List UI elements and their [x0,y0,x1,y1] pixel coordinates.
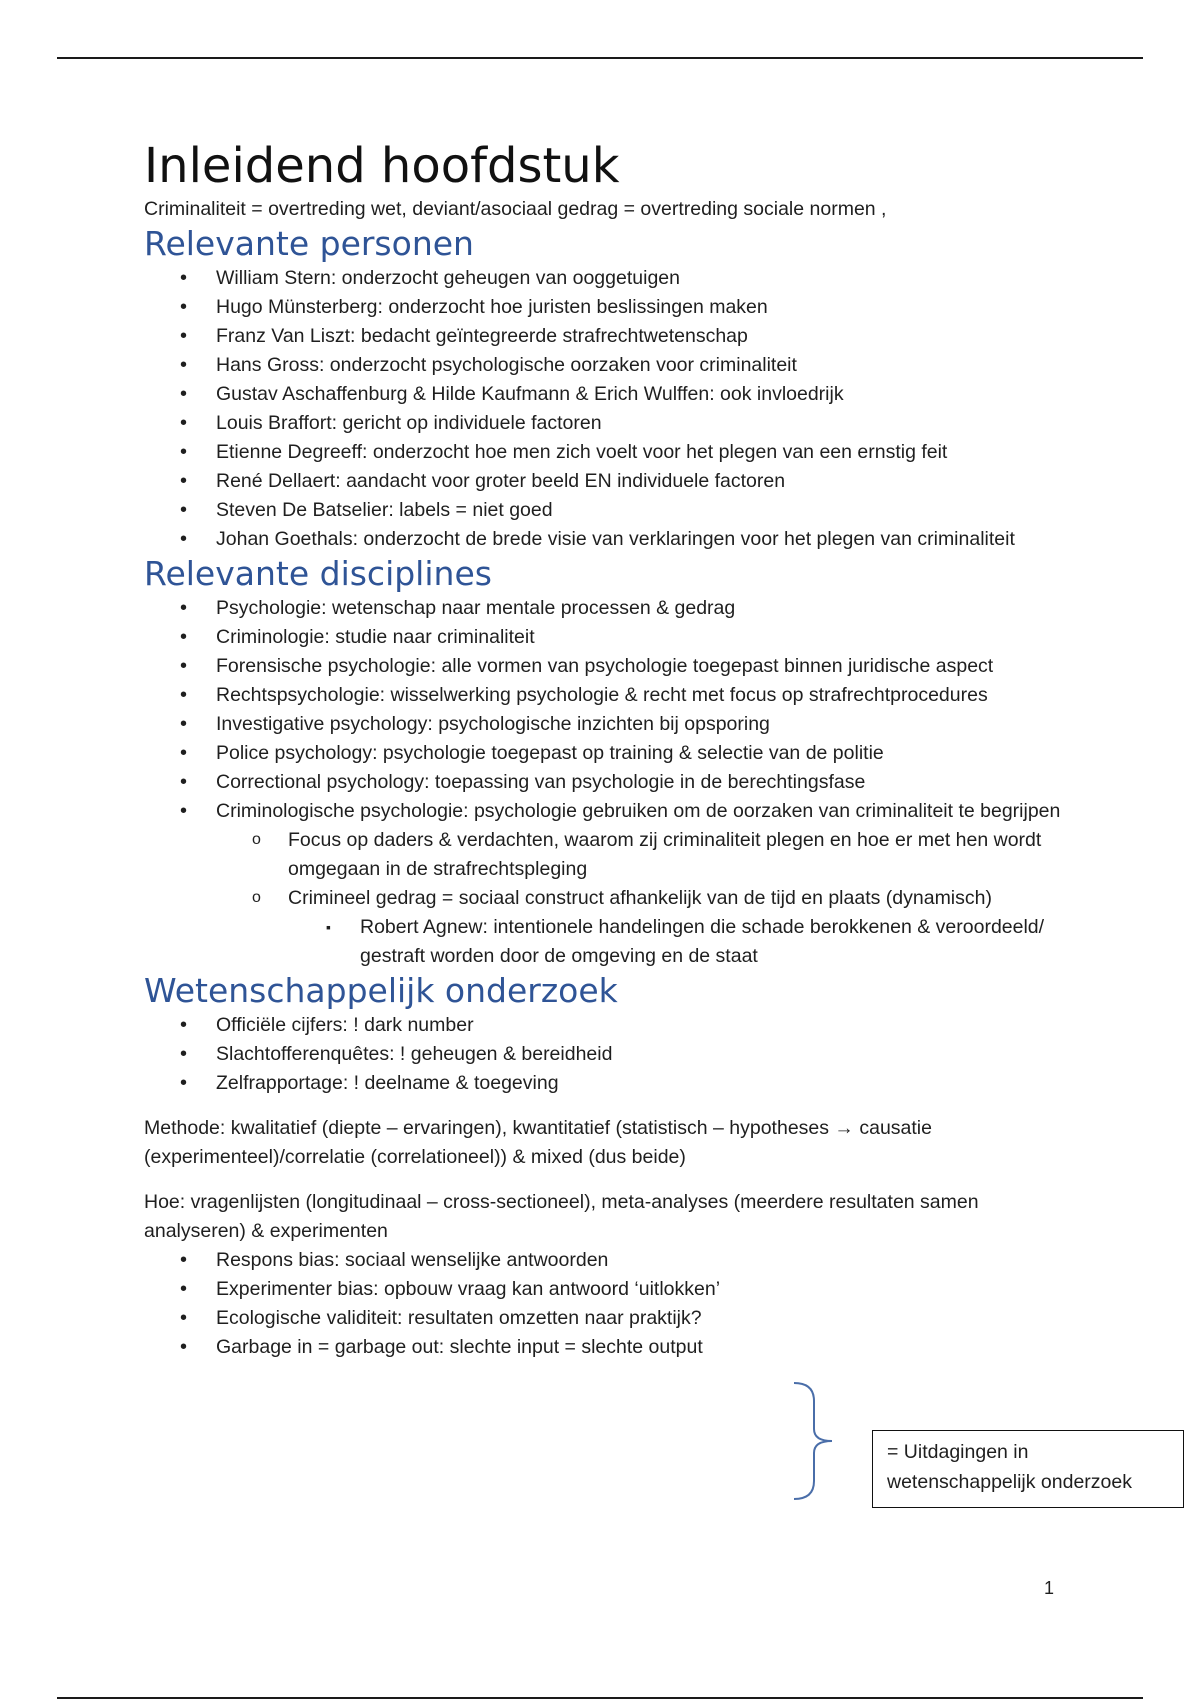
list-item: • Correctional psychology: toepassing van psychologie in de berechtingsfase [144,768,1064,797]
list-item: • Slachtofferenquêtes: ! geheugen & bereidheid [144,1040,1064,1069]
section-heading-onderzoek: Wetenschappelijk onderzoek [144,970,618,1010]
list-item: • René Dellaert: aandacht voor groter beeld EN individuele factoren [144,467,1064,496]
document-body [144,140,1064,1362]
list-item: • Hugo Münsterberg: onderzocht hoe juristen beslissingen maken [144,293,1064,322]
list-item: • Etienne Degreeff: onderzocht hoe men zich voelt voor het plegen van een ernstig feit [144,438,1064,467]
challenges-note-box: = Uitdagingen in wetenschappelijk onderzoek [872,1430,1184,1508]
list-item: • Criminologie: studie naar criminaliteit [144,623,1064,652]
sub-list-item [216,884,1064,971]
list-item: • Steven De Batselier: labels = niet goed [144,496,1064,525]
list-item: • Psychologie: wetenschap naar mentale processen & gedrag [144,594,1064,623]
sub-sub-list-item: ▪ Robert Agnew: intentionele handelingen die schade berokkenen & veroordeeld/ gestraft worden door de omgeving en de staat [288,913,1064,971]
section-heading-personen: Relevante personen [144,223,474,263]
disciplines-list [144,594,1064,971]
list-item: • Police psychology: psychologie toegepast op training & selectie van de politie [144,739,1064,768]
list-item: • Rechtspsychologie: wisselwerking psychologie & recht met focus op strafrechtprocedures [144,681,1064,710]
list-item: • Officiële cijfers: ! dark number [144,1011,1064,1040]
list-item: • Experimenter bias: opbouw vraag kan antwoord ‘uitlokken’ [144,1275,1064,1304]
challenges-list [144,1246,1064,1362]
footer-rule [57,1697,1143,1699]
intro-text: Criminaliteit = overtreding wet, deviant/asociaal gedrag = overtreding sociale normen , [144,197,887,220]
list-item: • Ecologische validiteit: resultaten omzetten naar praktijk? [144,1304,1064,1333]
sub-list-item: o Focus op daders & verdachten, waarom zij criminaliteit plegen en hoe er met hen wordt omgegaan in de strafrechtspleging [216,826,1064,884]
list-item: • Johan Goethals: onderzocht de brede visie van verklaringen voor het plegen van criminaliteit [144,525,1064,554]
list-item: • Hans Gross: onderzocht psychologische oorzaken voor criminaliteit [144,351,1064,380]
list-item: • Garbage in = garbage out: slechte input = slechte output [144,1333,1064,1362]
list-item [144,797,1064,971]
list-item: • William Stern: onderzocht geheugen van ooggetuigen [144,264,1064,293]
list-item: • Louis Braffort: gericht op individuele factoren [144,409,1064,438]
list-item: • Gustav Aschaffenburg & Hilde Kaufmann & Erich Wulffen: ook invloedrijk [144,380,1064,409]
curly-brace-icon [792,1381,842,1501]
sub-list-item-text: Crimineel gedrag = sociaal construct afhankelijk van de tijd en plaats (dynamisch) [288,886,992,909]
personen-list [144,264,1064,554]
sub-sub-list [288,913,1064,971]
list-item: • Respons bias: sociaal wenselijke antwoorden [144,1246,1064,1275]
onderzoek-list [144,1011,1064,1098]
list-item: • Investigative psychology: psychologische inzichten bij opsporing [144,710,1064,739]
page-number: 1 [1044,1578,1055,1598]
page-title: Inleidend hoofdstuk [144,138,620,194]
hoe-paragraph: Hoe: vragenlijsten (longitudinaal – cross-sectioneel), meta-analyses (meerdere resultaten samen analyseren) & experimenten [144,1190,979,1242]
list-item: • Zelfrapportage: ! deelname & toegeving [144,1069,1064,1098]
list-item-text: Criminologische psychologie: psychologie gebruiken om de oorzaken van criminaliteit te begrijpen [216,799,1061,822]
list-item: • Forensische psychologie: alle vormen van psychologie toegepast binnen juridische aspect [144,652,1064,681]
list-item: • Franz Van Liszt: bedacht geïntegreerde strafrechtwetenschap [144,322,1064,351]
sub-list [216,826,1064,971]
methode-paragraph: Methode: kwalitatief (diepte – ervaringen), kwantitatief (statistisch – hypotheses → causatie (experimenteel)/correlatie (correlationeel)) & mixed (dus beide) [144,1116,932,1168]
section-heading-disciplines: Relevante disciplines [144,553,492,593]
header-rule [57,57,1143,59]
